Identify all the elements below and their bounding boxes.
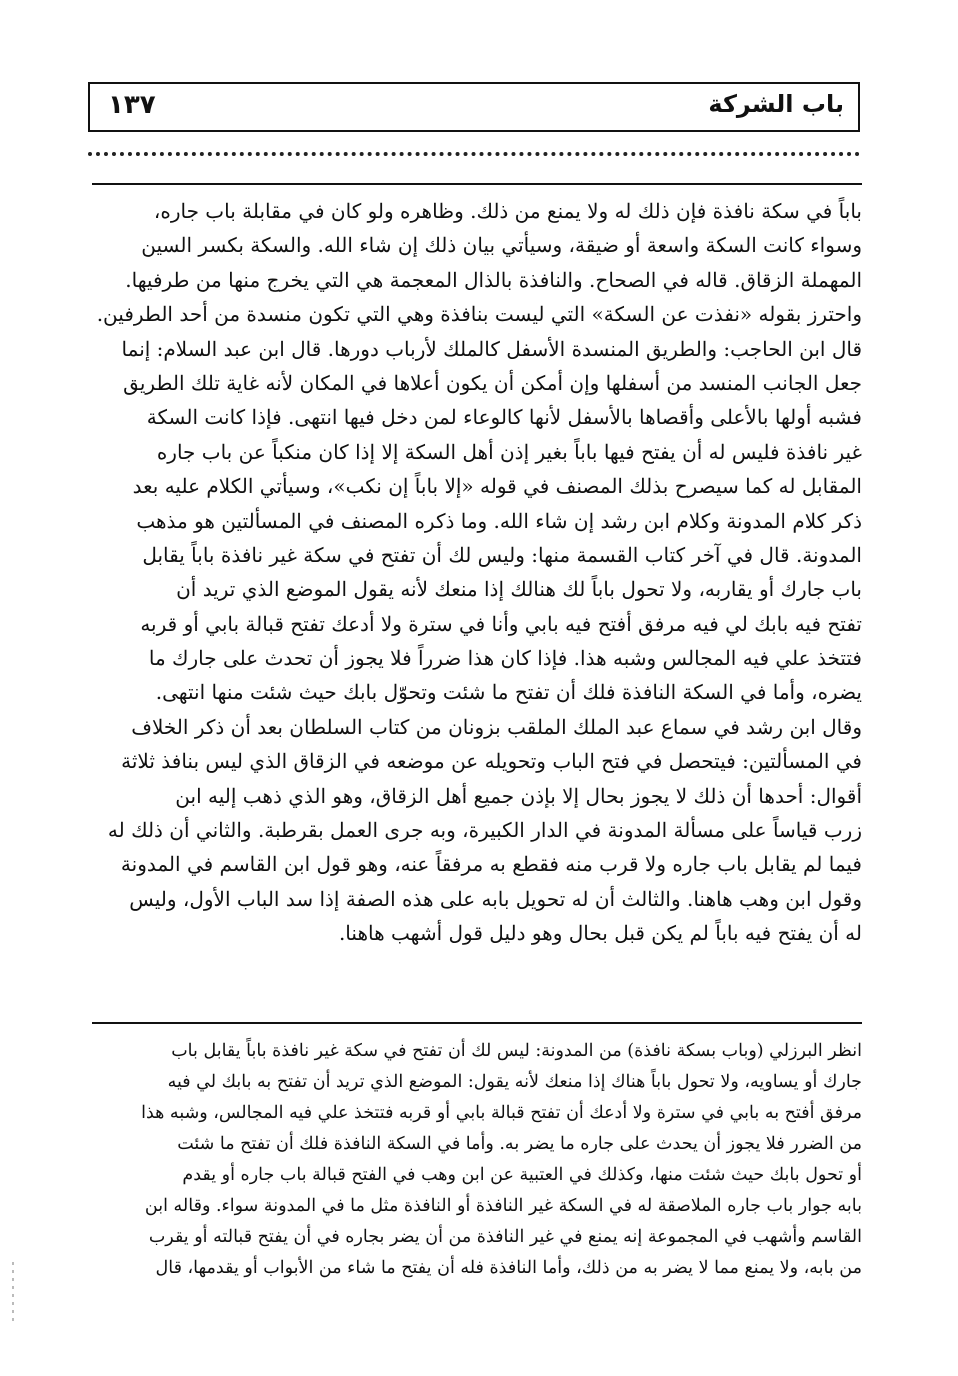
footnote-line: القاسم وأشهب في المجموعة إنه يمنع في غير النافذة من أن يضر بجاره في أن يفتح قبالته أو يقرب — [148, 1227, 862, 1247]
body-line: فيما لم يقابل باب جاره ولا قرب منه فقطع به مرفقاً عنه، وهو قول ابن القاسم في المدونة — [120, 852, 862, 877]
footnote-line: جارك أو يساويه، ولا تحول باباً هناك إذا منعك لأنه يقول: الموضع الذي تريد أن تفتح به بابك لي فيه — [167, 1072, 862, 1092]
main-body-text — [94, 194, 862, 951]
body-line: وقال ابن رشد في سماع عبد الملك الملقب بزونان من كتاب السلطان بعد أن ذكر الخلاف — [131, 714, 862, 739]
body-line: فتتخذ علي فيه المجالس وشبه هذا. فإذا كان هذا ضرراً فلا يجوز أن تحدث على جارك ما — [148, 646, 862, 671]
footnote-text — [94, 1036, 862, 1284]
page-header — [88, 82, 860, 132]
body-line: وقول ابن وهب هاهنا. والثالث أن له تحويل بابه على هذه الصفة إذا سد الباب الأول، وليس — [129, 886, 862, 911]
body-line: جعل الجانب المنسد من أسفلها وإن أمكن أن يكون أعلاها في المكان لأنه غاية تلك الطريق — [123, 370, 862, 395]
footnote-line: انظر البرزلي (وباب بسكة نافذة) من المدونة: ليس لك أن تفتح في سكة غير نافذة باباً يقابل باب — [171, 1041, 862, 1061]
top-rule — [92, 183, 862, 185]
footnote-line: من بابه، ولا يمنع مما لا يضر به من ذلك، وأما النافذة فله أن يفتح ما شاء من الأبواب أو يقدمها، قال — [155, 1258, 862, 1278]
body-line: أقوال: أحدها أن ذلك لا يجوز بحال إلا بإذن جميع أهل الزقاق، وهو الذي ذهب إليه ابن — [175, 783, 862, 808]
body-line: يضره، وأما في السكة النافذة فلك أن تفتح ما شئت وتحوّل بابك حيث شئت منها انتهى. — [155, 680, 862, 705]
footnote-line: من الضرر فلا يجوز أن يحدث على جاره ما يضر به. وأما في السكة النافذة فلك أن تفتح ما شئت — [177, 1134, 862, 1154]
dotted-separator — [88, 152, 860, 156]
footnote-rule — [92, 1022, 862, 1024]
body-line: قال ابن الحاجب: والطريق المنسدة الأسفل كالملك لأرباب دورها. قال ابن عبد السلام: إنما — [121, 336, 862, 361]
chapter-title: باب الشركة — [708, 90, 844, 118]
scan-artifact — [12, 1262, 14, 1322]
body-line: المدونة. قال في آخر كتاب القسمة منها: وليس لك أن تفتح في سكة غير نافذة باباً يقابل — [142, 542, 862, 567]
body-line: باب جارك أو يقاربه، ولا تحول باباً لك هنالك إذا منعك لأنه يقول الموضع الذي تريد أن — [176, 577, 862, 602]
body-line: تفتح فيه بابك لي فيه مرفق أفتح فيه بابي وأنا في سترة ولا أدعك تفتح قبالة بابي أو قربه — [140, 611, 862, 636]
body-line: المهملة الزقاق. قاله في الصحاح. والنافذة بالذال المعجمة هي التي يخرج منها من طرفيها. — [125, 267, 862, 292]
body-line: باباً في سكة نافذة فإن ذلك له ولا يمنع من ذلك. وظاهره ولو كان في مقابلة باب جاره، — [153, 199, 862, 223]
footnote-line: بابه جوار باب جاره الملاصقة له في السكة غير النافذة أو النافذة مثل ما في المدونة سواء. وقاله ابن — [144, 1196, 862, 1216]
body-line: زرب قياساً على مسألة المدونة في الدار الكبيرة، وبه جرى العمل بقرطبة. والثاني أن ذلك له — [107, 818, 862, 843]
body-line: ذكر كلام المدونة وكلام ابن رشد إن شاء الله. وما ذكره المصنف في المسألتين هو مذهب — [136, 508, 862, 533]
body-line: غير نافذة فليس له أن يفتح فيها باباً بغير إذن أهل السكة إلا إذا كان منكباً عن باب جاره — [156, 439, 862, 464]
body-line: فشبه أولها بالأعلى وأقصاها بالأسفل لأنها كالوعاء لمن دخل فيها انتهى. فإذا كانت السكة — [146, 405, 862, 430]
body-line: له أن يفتح فيه باباً لم يكن قبل بحال وهو دليل قول أشهب هاهنا. — [338, 921, 862, 946]
page-number: ١٣٧ — [108, 90, 156, 120]
body-line: المقابل له كما سيصرح بذلك المصنف في قوله «إلا باباً إن نكب»، وسيأتي الكلام عليه بعد — [132, 474, 862, 499]
footnote-line: أو تحول بابك حيث شئت منها، وكذلك في العتبية عن ابن وهب في الفتح قبالة باب جاره أو يقدم — [182, 1165, 862, 1185]
body-line: في المسألتين: فيتحصل في فتح الباب وتحويله عن موضعه في الزقاق الذي ليس بنافذ ثلاثة — [121, 749, 862, 774]
body-line: وسواء كانت السكة واسعة أو ضيقة، وسيأتي بيان ذلك إن شاء الله. والسكة بكسر السين — [141, 233, 862, 258]
footnote-line: مرفق أفتح به بابي في سترة ولا أدعك أن تفتح قبالة بابي أو قربه فتتخذ علي فيه المجالس، وشبه هذا — [141, 1103, 862, 1123]
body-line: واحترز بقوله «نفذت عن السكة» التي ليست بنافذة وهي التي تكون منسدة من أحد الطرفين. — [96, 302, 862, 327]
